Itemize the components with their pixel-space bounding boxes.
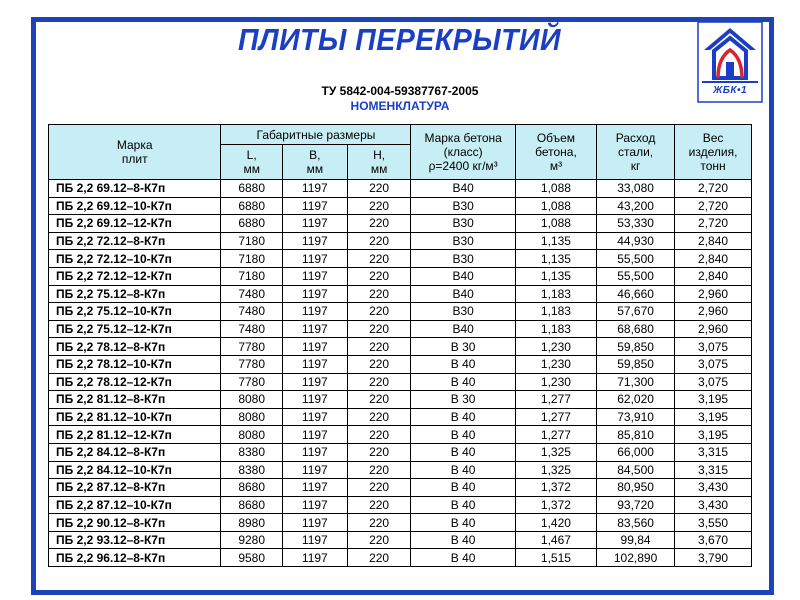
cell-steel-consumption: 85,810 [597, 426, 675, 444]
cell-width: 1197 [282, 531, 347, 549]
cell-product-weight: 3,195 [675, 391, 752, 409]
cell-concrete-grade: B30 [411, 303, 515, 321]
cell-length: 6880 [221, 180, 283, 198]
cell-product-weight: 3,315 [675, 443, 752, 461]
cell-width: 1197 [282, 338, 347, 356]
table-row [49, 408, 752, 426]
cell-length: 7480 [221, 320, 283, 338]
cell-length: 9580 [221, 549, 283, 567]
cell-mark: ПБ 2,2 69.12–8-К7п [49, 180, 221, 198]
cell-steel-consumption: 93,720 [597, 496, 675, 514]
cell-steel-consumption: 57,670 [597, 303, 675, 321]
table-row [49, 197, 752, 215]
cell-length: 8080 [221, 426, 283, 444]
cell-concrete-volume: 1,183 [515, 303, 596, 321]
cell-concrete-volume: 1,372 [515, 479, 596, 497]
cell-concrete-volume: 1,230 [515, 338, 596, 356]
cell-concrete-volume: 1,230 [515, 373, 596, 391]
cell-mark: ПБ 2,2 93.12–8-К7п [49, 531, 221, 549]
table-row [49, 180, 752, 198]
cell-steel-consumption: 59,850 [597, 355, 675, 373]
table-row [49, 338, 752, 356]
cell-concrete-volume: 1,088 [515, 215, 596, 233]
cell-width: 1197 [282, 391, 347, 409]
cell-mark: ПБ 2,2 78.12–10-К7п [49, 355, 221, 373]
cell-length: 7180 [221, 232, 283, 250]
table-row [49, 320, 752, 338]
table-row [49, 285, 752, 303]
cell-concrete-volume: 1,420 [515, 514, 596, 532]
cell-concrete-volume: 1,515 [515, 549, 596, 567]
cell-mark: ПБ 2,2 78.12–12-К7п [49, 373, 221, 391]
cell-mark: ПБ 2,2 69.12–10-К7п [49, 197, 221, 215]
table-row [49, 514, 752, 532]
cell-mark: ПБ 2,2 81.12–12-К7п [49, 426, 221, 444]
cell-length: 7780 [221, 373, 283, 391]
cell-width: 1197 [282, 320, 347, 338]
cell-height: 220 [347, 320, 411, 338]
cell-concrete-grade: B 40 [411, 479, 515, 497]
header-height: H, мм [347, 145, 411, 180]
cell-product-weight: 2,960 [675, 320, 752, 338]
cell-width: 1197 [282, 408, 347, 426]
cell-steel-consumption: 43,200 [597, 197, 675, 215]
cell-product-weight: 3,790 [675, 549, 752, 567]
cell-mark: ПБ 2,2 84.12–8-К7п [49, 443, 221, 461]
table-row [49, 531, 752, 549]
cell-concrete-volume: 1,230 [515, 355, 596, 373]
header-mark: Марка плит [49, 125, 221, 180]
cell-steel-consumption: 55,500 [597, 267, 675, 285]
cell-height: 220 [347, 496, 411, 514]
cell-concrete-volume: 1,183 [515, 320, 596, 338]
cell-width: 1197 [282, 355, 347, 373]
cell-height: 220 [347, 373, 411, 391]
cell-mark: ПБ 2,2 72.12–12-К7п [49, 267, 221, 285]
cell-height: 220 [347, 355, 411, 373]
cell-product-weight: 3,550 [675, 514, 752, 532]
cell-steel-consumption: 62,020 [597, 391, 675, 409]
header-length: L, мм [221, 145, 283, 180]
table-row [49, 303, 752, 321]
cell-length: 7780 [221, 338, 283, 356]
cell-width: 1197 [282, 250, 347, 268]
cell-concrete-volume: 1,372 [515, 496, 596, 514]
cell-concrete-grade: B 40 [411, 408, 515, 426]
cell-concrete-volume: 1,135 [515, 232, 596, 250]
cell-steel-consumption: 102,890 [597, 549, 675, 567]
cell-product-weight: 2,960 [675, 303, 752, 321]
cell-concrete-volume: 1,088 [515, 197, 596, 215]
cell-steel-consumption: 99,84 [597, 531, 675, 549]
cell-concrete-grade: B 40 [411, 514, 515, 532]
cell-height: 220 [347, 531, 411, 549]
table-row [49, 426, 752, 444]
table-row [49, 479, 752, 497]
cell-product-weight: 2,960 [675, 285, 752, 303]
cell-concrete-grade: B30 [411, 197, 515, 215]
cell-width: 1197 [282, 426, 347, 444]
cell-concrete-volume: 1,183 [515, 285, 596, 303]
cell-mark: ПБ 2,2 75.12–8-К7п [49, 285, 221, 303]
cell-concrete-grade: B 40 [411, 426, 515, 444]
cell-mark: ПБ 2,2 87.12–8-К7п [49, 479, 221, 497]
header-product-weight: Вес изделия, тонн [675, 125, 752, 180]
cell-mark: ПБ 2,2 78.12–8-К7п [49, 338, 221, 356]
cell-steel-consumption: 83,560 [597, 514, 675, 532]
cell-concrete-grade: B 40 [411, 461, 515, 479]
table-row [49, 373, 752, 391]
cell-steel-consumption: 80,950 [597, 479, 675, 497]
cell-steel-consumption: 46,660 [597, 285, 675, 303]
cell-mark: ПБ 2,2 81.12–10-К7п [49, 408, 221, 426]
cell-height: 220 [347, 408, 411, 426]
header-concrete-volume: Объем бетона, м³ [515, 125, 596, 180]
cell-mark: ПБ 2,2 72.12–10-К7п [49, 250, 221, 268]
cell-steel-consumption: 84,500 [597, 461, 675, 479]
page-title: ПЛИТЫ ПЕРЕКРЫТИЙ [238, 22, 562, 57]
cell-concrete-volume: 1,277 [515, 426, 596, 444]
cell-product-weight: 3,315 [675, 461, 752, 479]
cell-concrete-volume: 1,135 [515, 267, 596, 285]
cell-product-weight: 3,670 [675, 531, 752, 549]
cell-width: 1197 [282, 180, 347, 198]
cell-height: 220 [347, 479, 411, 497]
cell-concrete-grade: B40 [411, 285, 515, 303]
cell-height: 220 [347, 514, 411, 532]
table-body [49, 180, 752, 567]
cell-concrete-grade: B30 [411, 250, 515, 268]
cell-product-weight: 3,430 [675, 479, 752, 497]
cell-length: 6880 [221, 197, 283, 215]
cell-product-weight: 3,430 [675, 496, 752, 514]
cell-concrete-grade: B 30 [411, 391, 515, 409]
cell-width: 1197 [282, 479, 347, 497]
cell-height: 220 [347, 250, 411, 268]
cell-height: 220 [347, 180, 411, 198]
cell-length: 8680 [221, 496, 283, 514]
cell-length: 8380 [221, 461, 283, 479]
table-row [49, 250, 752, 268]
cell-steel-consumption: 55,500 [597, 250, 675, 268]
table-row [49, 215, 752, 233]
cell-length: 8380 [221, 443, 283, 461]
cell-concrete-grade: B40 [411, 267, 515, 285]
cell-mark: ПБ 2,2 96.12–8-К7п [49, 549, 221, 567]
table-row [49, 391, 752, 409]
cell-height: 220 [347, 197, 411, 215]
cell-width: 1197 [282, 373, 347, 391]
cell-height: 220 [347, 461, 411, 479]
cell-height: 220 [347, 303, 411, 321]
cell-concrete-grade: B40 [411, 180, 515, 198]
cell-width: 1197 [282, 461, 347, 479]
cell-width: 1197 [282, 514, 347, 532]
cell-mark: ПБ 2,2 75.12–10-К7п [49, 303, 221, 321]
cell-steel-consumption: 33,080 [597, 180, 675, 198]
cell-mark: ПБ 2,2 81.12–8-К7п [49, 391, 221, 409]
cell-concrete-volume: 1,325 [515, 443, 596, 461]
cell-width: 1197 [282, 232, 347, 250]
tech-spec-number: ТУ 5842-004-59387767-2005 [321, 84, 479, 98]
cell-height: 220 [347, 285, 411, 303]
table-row [49, 355, 752, 373]
cell-product-weight: 3,195 [675, 408, 752, 426]
cell-mark: ПБ 2,2 84.12–10-К7п [49, 461, 221, 479]
cell-height: 220 [347, 443, 411, 461]
cell-mark: ПБ 2,2 72.12–8-К7п [49, 232, 221, 250]
cell-length: 9280 [221, 531, 283, 549]
cell-product-weight: 2,720 [675, 180, 752, 198]
cell-length: 6880 [221, 215, 283, 233]
cell-concrete-grade: B 30 [411, 338, 515, 356]
cell-height: 220 [347, 215, 411, 233]
cell-width: 1197 [282, 303, 347, 321]
cell-height: 220 [347, 391, 411, 409]
nomenclature-heading: НОМЕНКЛАТУРА [350, 99, 450, 113]
cell-height: 220 [347, 232, 411, 250]
cell-length: 8080 [221, 408, 283, 426]
cell-product-weight: 3,195 [675, 426, 752, 444]
cell-mark: ПБ 2,2 87.12–10-К7п [49, 496, 221, 514]
cell-length: 7780 [221, 355, 283, 373]
cell-height: 220 [347, 549, 411, 567]
cell-height: 220 [347, 426, 411, 444]
cell-width: 1197 [282, 443, 347, 461]
cell-steel-consumption: 59,850 [597, 338, 675, 356]
cell-length: 7480 [221, 303, 283, 321]
cell-concrete-grade: B 40 [411, 549, 515, 567]
cell-concrete-grade: B 40 [411, 443, 515, 461]
table-row [49, 267, 752, 285]
cell-product-weight: 3,075 [675, 355, 752, 373]
cell-mark: ПБ 2,2 75.12–12-К7п [49, 320, 221, 338]
cell-product-weight: 2,840 [675, 250, 752, 268]
cell-concrete-volume: 1,135 [515, 250, 596, 268]
cell-concrete-grade: B40 [411, 320, 515, 338]
logo-text: ЖБК•1 [712, 85, 748, 96]
cell-concrete-grade: B 40 [411, 373, 515, 391]
cell-steel-consumption: 71,300 [597, 373, 675, 391]
cell-length: 8980 [221, 514, 283, 532]
cell-concrete-volume: 1,088 [515, 180, 596, 198]
cell-width: 1197 [282, 496, 347, 514]
cell-width: 1197 [282, 285, 347, 303]
cell-concrete-volume: 1,277 [515, 391, 596, 409]
nomenclature-table [48, 124, 752, 567]
cell-length: 7480 [221, 285, 283, 303]
table-row [49, 443, 752, 461]
cell-width: 1197 [282, 197, 347, 215]
cell-mark: ПБ 2,2 69.12–12-К7п [49, 215, 221, 233]
cell-product-weight: 2,720 [675, 215, 752, 233]
cell-length: 7180 [221, 250, 283, 268]
cell-concrete-volume: 1,325 [515, 461, 596, 479]
header-concrete-grade: Марка бетона (класс) ρ=2400 кг/м³ [411, 125, 515, 180]
cell-steel-consumption: 68,680 [597, 320, 675, 338]
table-row [49, 496, 752, 514]
cell-width: 1197 [282, 215, 347, 233]
header-dimensions-group: Габаритные размеры [221, 125, 411, 145]
cell-width: 1197 [282, 267, 347, 285]
cell-concrete-grade: B 40 [411, 531, 515, 549]
cell-product-weight: 3,075 [675, 373, 752, 391]
cell-length: 8680 [221, 479, 283, 497]
cell-concrete-grade: B 40 [411, 496, 515, 514]
cell-steel-consumption: 53,330 [597, 215, 675, 233]
cell-product-weight: 3,075 [675, 338, 752, 356]
cell-concrete-volume: 1,467 [515, 531, 596, 549]
cell-height: 220 [347, 267, 411, 285]
cell-steel-consumption: 44,930 [597, 232, 675, 250]
table-row [49, 232, 752, 250]
table-row [49, 549, 752, 567]
cell-width: 1197 [282, 549, 347, 567]
table-row [49, 461, 752, 479]
cell-mark: ПБ 2,2 90.12–8-К7п [49, 514, 221, 532]
cell-length: 8080 [221, 391, 283, 409]
header-width: B, мм [282, 145, 347, 180]
cell-height: 220 [347, 338, 411, 356]
cell-steel-consumption: 73,910 [597, 408, 675, 426]
cell-concrete-grade: B 40 [411, 355, 515, 373]
cell-product-weight: 2,840 [675, 232, 752, 250]
cell-product-weight: 2,720 [675, 197, 752, 215]
cell-product-weight: 2,840 [675, 267, 752, 285]
cell-concrete-volume: 1,277 [515, 408, 596, 426]
cell-concrete-grade: B30 [411, 232, 515, 250]
cell-steel-consumption: 66,000 [597, 443, 675, 461]
header-steel-consumption: Расход стали, кг [597, 125, 675, 180]
cell-length: 7180 [221, 267, 283, 285]
cell-concrete-grade: B30 [411, 215, 515, 233]
